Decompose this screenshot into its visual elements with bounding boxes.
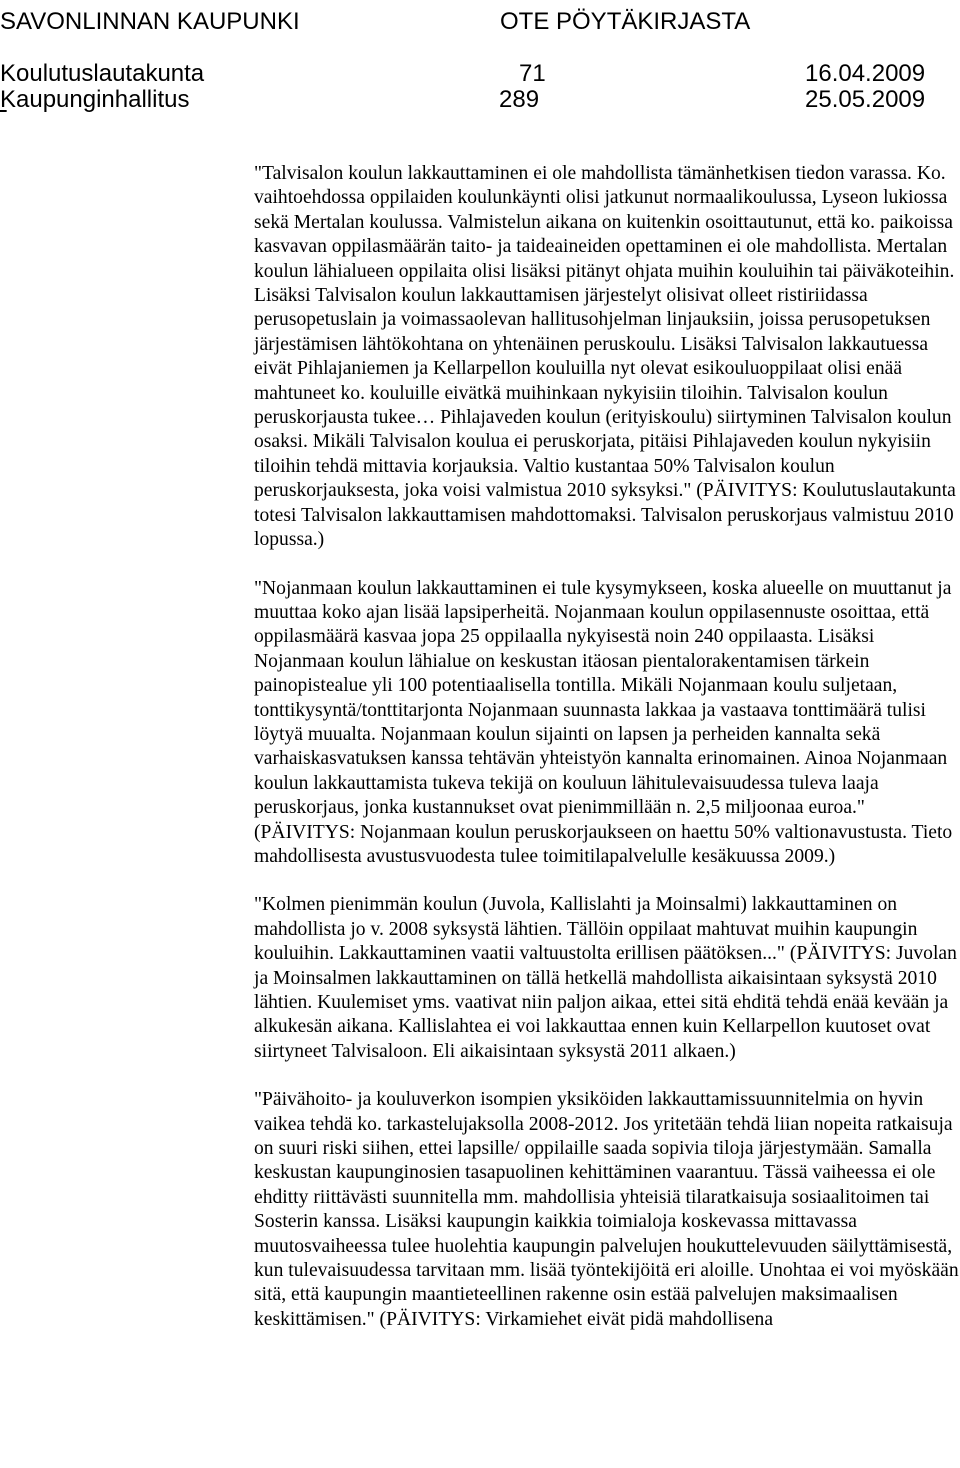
meeting-row: [0, 60, 960, 88]
document-body: [254, 162, 960, 1356]
paragraph-larger-units: "Päivähoito- ja kouluverkon isompien yksiköiden lakkauttamissuunnitelmia on hyvin vaikea tehdä ko. tarkastelujaksolla 2008-2012. Jos yritetään tehdä liian nopeita ratkaisuja on suuri riski siihen, ettei lapsille/ oppilaille saada sopivia tiloja järjestymään. Samalla keskustan kaupunginosien tasapuolinen kehittäminen vaarantuu. Tässä vaiheessa ei ole ehditty riittävästi suunnitella mm. mahdollisia yhteisiä tilaratkaisuja sosiaalitoimen tai Sosterin kanssa. Lisäksi kaupungin kaikkia toimialoja koskevassa mittavassa muutosvaiheessa tulee huolehtia kaupungin palvelujen houkuttelevuuden säilyttämisestä, kun tulevaisuudessa tarvitaan mm. lisää työntekijöitä eri aloille. Unohtaa ei voi myöskään sitä, että kaupungin maantieteellinen rakenne osin estää palvelujen maksimaalisen keskittämisen." (PÄIVITYS: Virkamiehet eivät pidä mahdollisena: [254, 1089, 959, 1330]
meeting-body: Kaupunginhallitus: [0, 86, 190, 113]
meeting-row: [0, 86, 960, 116]
header-title-row: [0, 8, 960, 36]
paragraph-talvisalo: "Talvisalon koulun lakkauttaminen ei ole mahdollista tämänhetkisen tiedon varassa. Ko. vaihtoehdossa oppilaiden koulunkäynti olisi jatkunut normaalikoulussa, Lyseon lukiossa sekä Mertalan koulussa. Valmistelun aikana on kuitenkin osoittautunut, että ko. paikoissa kasvavan oppilasmäärän taito- ja taideaineiden opettaminen ei ole mahdollista. Mertalan koulun lähialueen oppilaita olisi lisäksi pitänyt ohjata muihin kouluihin tai päiväkoteihin. Lisäksi Talvisalon koulun lakkauttamisen järjestelyt olisivat olleet ristiriidassa perusopetuslain ja voimassaolevan hallitusohjelman linjauksiin, joissa perusopetuksen järjestämisen lähtökohtana on yhtenäinen peruskoulu. Lisäksi Talvisalon lakkautuessa eivät Pihlajaniemen ja Kellarpellon kouluilla nyt olevat esikouluoppilaat olisi enää mahtuneet ko. kouluille eivätkä muihinkaan nykyisiin tiloihin. Talvisalon koulun peruskorjausta tukee… Pihlajaveden koulun (erityiskoulu) siirtyminen Talvisalon koulun osaksi. Mikäli Talvisalon koulua ei peruskorjata, pitäisi Pihlajaveden koulun nykyisiin tiloihin tehdä mittavia korjauksia. Valtio kustantaa 50% Talvisalon koulun peruskorjauksesta, joka voisi valmistua 2010 syksyksi." (PÄIVITYS: Koulutuslautakunta totesi Talvisalon lakkauttamisen mahdottomaksi. Talvisalon peruskorjaus valmistuu 2010 lopussa.): [254, 163, 956, 551]
document-type: OTE PÖYTÄKIRJASTA: [500, 8, 751, 35]
paragraph-small-schools: "Kolmen pienimmän koulun (Juvola, Kallislahti ja Moinsalmi) lakkauttaminen on mahdollista jo v. 2008 syksystä lähtien. Tällöin oppilaat mahtuvat muihin kaupungin kouluihin. Lakkauttaminen vaatii valtuustolta erillisen päätöksen..." (PÄIVITYS: Juvolan ja Moinsalmen lakkauttaminen on tällä hetkellä mahdollista aikaisintaan syksystä 2010 lähtien. Kuulemiset yms. vaativat niin paljon aikaa, ettei sitä ehditä tehdä enää kevään ja alkukesän aikana. Kallislahtea ei voi lakkauttaa ennen kuin Kellarpellon kuutoset ovat siirtyneet Talvisaloon. Eli aikaisintaan syksystä 2011 alkaen.): [254, 894, 957, 1062]
paragraph-nojanmaa: "Nojanmaan koulun lakkauttaminen ei tule kysymykseen, koska alueelle on muuttanut ja muuttaa koko ajan lisää lapsiperheitä. Nojanmaan koulun oppilasennuste osoittaa, että oppilasmäärä kasvaa jopa 25 oppilaalla nykyisestä noin 240 oppilaasta. Lisäksi Nojanmaan koulun lähialue on keskustan itäosan pientalorakentamisen tärkein painopistealue yli 100 potentiaalisella tontilla. Mikäli Nojanmaan koulu suljetaan, tonttikysyntä/tonttitarjonta Nojanmaan suunnasta lakkaa ja vastaava tonttimäärä tulisi löytyä muualta. Nojanmaan koulun sijainti on lapsen ja perheiden kannalta sekä varhaiskasvatuksen kanssa tehtävän yhteistyön kannalta erinomainen. Ainoa Nojanmaan koulun lakkauttamista tukeva tekijä on kouluun lähitulevaisuudessa tuleva laaja peruskorjaus, jonka kustannukset ovat pienimmillään n. 2,5 miljoonaa euroa." (PÄIVITYS: Nojanmaan koulun peruskorjaukseen on haettu 50% valtionavustusta. Tieto mahdollisesta avustusvuodesta tulee toimitilapalvelulle kesäkuussa 2009.): [254, 577, 953, 867]
section-number: 289: [499, 86, 540, 113]
section-number: 71: [519, 60, 546, 87]
meeting-date: 25.05.2009: [805, 86, 926, 113]
meeting-date: 16.04.2009: [805, 60, 926, 87]
city-name: SAVONLINNAN KAUPUNKI: [0, 8, 300, 35]
meeting-body: Koulutuslautakunta: [0, 60, 205, 87]
